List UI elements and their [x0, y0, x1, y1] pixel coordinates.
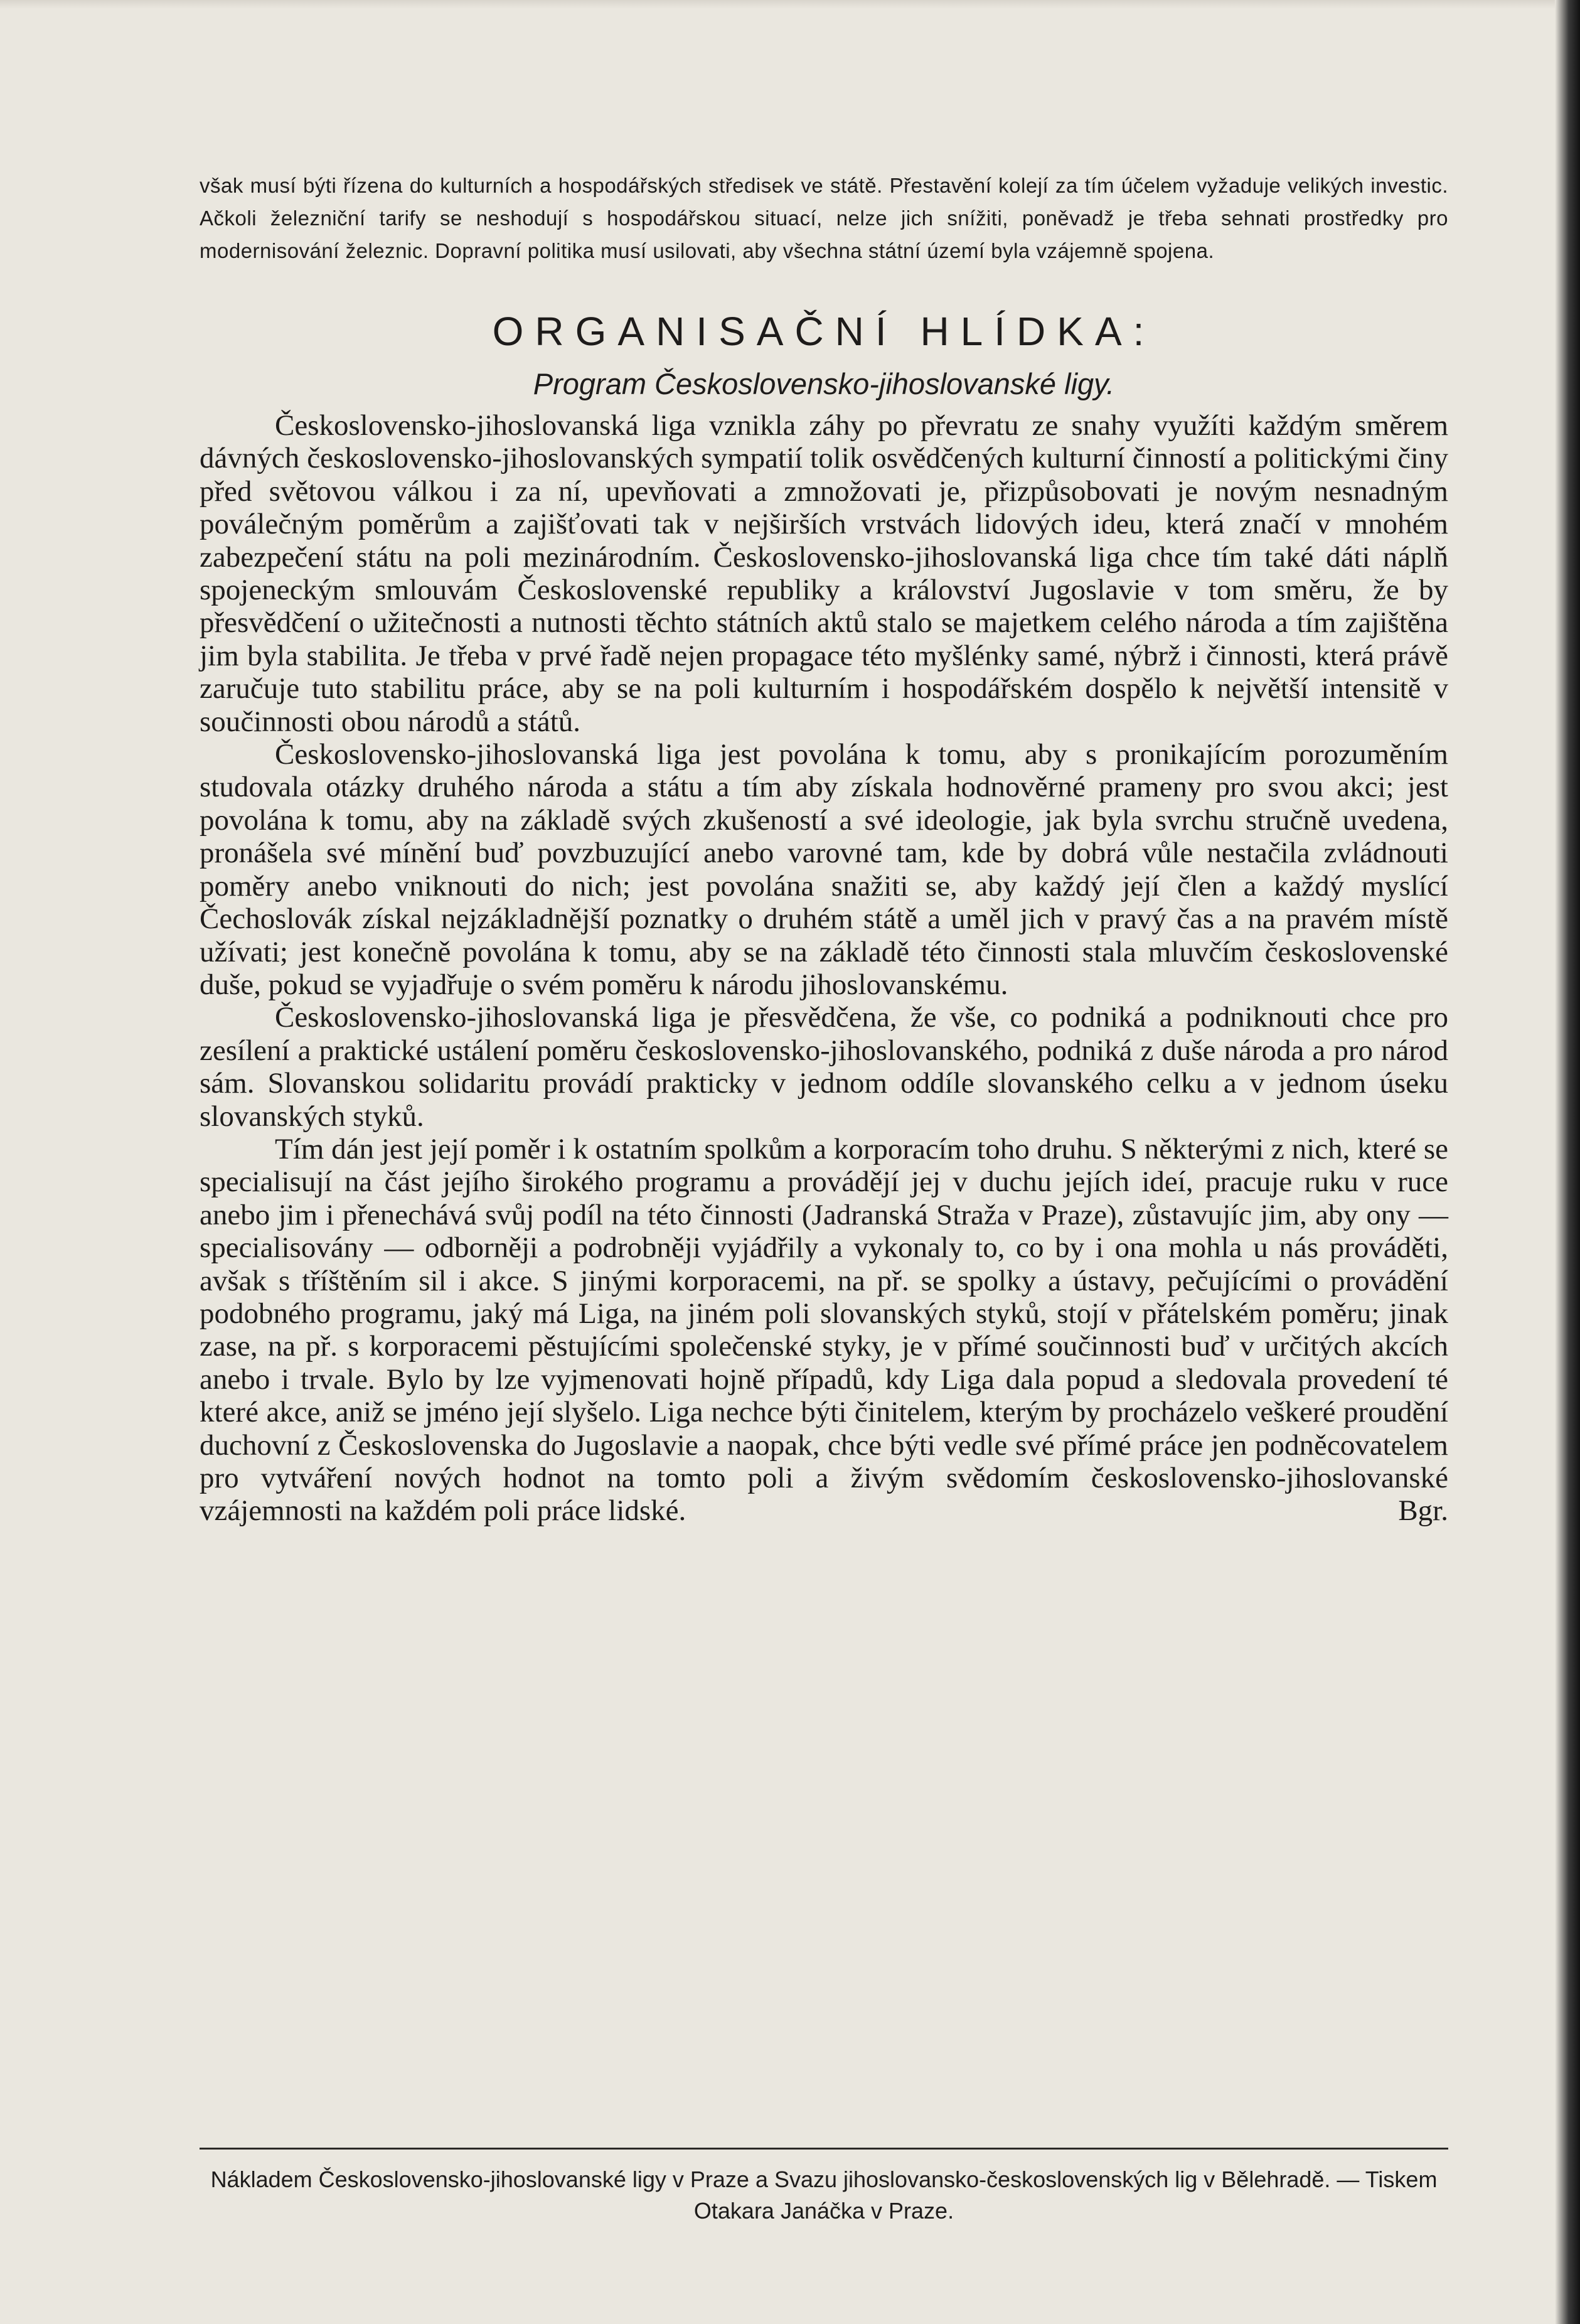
section-heading: ORGANISAČNÍ HLÍDKA: [492, 309, 1156, 354]
body-paragraph-2: Československo-jihoslovanská liga jest povolána k tomu, aby s pronikajícím porozuměním studovala otázky druhého národa a státu a tím aby získala hodnověrné prameny pro svou akci; jest povolána k tomu, aby na základě svých zkušeností a své ideologie, jak byla svrchu stručně uvedena, pronášela své mínění buď povzbuzující anebo varovné tam, kde by dobrá vůle nestačila zvládnouti poměry anebo vniknouti do nich; jest povolána snažiti se, aby každý její člen a každý myslící Čechoslovák získal nejzákladnější poznatky o druhém státě a uměl jich v pravý čas a na pravém místě užívati; jest konečně povolána k tomu, aby se na základě této činnosti stala mluvčím československé duše, pokud se vyjadřuje o svém poměru k národu jihoslovanskému. [200, 738, 1448, 1001]
scan-edge-right [1555, 0, 1580, 2324]
page-content [200, 169, 1448, 1528]
intro-paragraph: však musí býti řízena do kulturních a hospodářských středisek ve státě. Přestavění kolejí za tím účelem vyžaduje velikých investic. Ačkoli železniční tarify se neshodují s hospodářskou situací, nelze jich snížiti, poněvadž je třeba sehnati prostředky pro modernisování železnic. Dopravní politika musí usilovati, aby všechna státní území byla vzájemně spojena. [200, 174, 1448, 262]
author-signature: Bgr. [1398, 1494, 1448, 1528]
body-paragraph-4 [200, 1133, 1448, 1528]
footer-divider [200, 2148, 1448, 2150]
body-paragraph-4-text: Tím dán jest její poměr i k ostatním spolkům a korporacím toho druhu. S některými z nich, které se specialisují na část jejího širokého programu a provádějí jej v duchu jejích ideí, pracuje ruku v ruce anebo jim i přenechává svůj podíl na této činnosti (Jadranská Straža v Praze), zůstavujíc jim, aby ony — specialisovány — odborněji a podrobněji vyjádřily a vykonaly to, co by i ona mohla u nás prováděti, avšak s tříštěním sil i akce. S jinými korporacemi, na př. se spolky a ústavy, pečujícími o provádění podobného programu, jaký má Liga, na jiném poli slovanských styků, stojí v přátelském poměru; jinak zase, na př. s korporacemi pěstujícími společenské styky, je v přímé součinnosti buď v určitých akcích anebo i trvale. Bylo by lze vyjmenovati hojně případů, kdy Liga dala popud a sledovala provedení té které akce, aniž se jméno její slyšelo. Liga nechce býti činitelem, kterým by procházelo veškeré proudění duchovní z Československa do Jugoslavie a naopak, chce býti vedle své přímé práce jen podněcovatelem pro vytváření nových hodnot na tomto poli a živým svědomím československo-jihoslovanské vzájemnosti na každém poli práce lidské. [200, 1132, 1448, 1528]
section-subheading: Program Československo-jihoslovanské ligy. [533, 367, 1115, 400]
body-paragraph-3: Československo-jihoslovanská liga je přesvědčena, že vše, co podniká a podniknouti chce pro zesílení a praktické ustálení poměru československo-jihoslovanského, podniká z duše národa a pro národ sám. Slovanskou solidaritu provádí prakticky v jednom oddíle slovanského celku a v jednom úseku slovanských styků. [200, 1001, 1448, 1133]
body-paragraph-1: Československo-jihoslovanská liga vznikla záhy po převratu ze snahy využíti každým směrem dávných československo-jihoslovanských sympatií tolik osvědčených kulturní činností a politickými činy před světovou válkou i za ní, upevňovati a zmnožovati je, přizpůsobovati je novým nesnadným poválečným poměrům a zajišťovati tak v nejširších vrstvách lidových ideu, která značí v mnohém zabezpečení státu na poli mezinárodním. Československo-jihoslovanská liga chce tím také dáti náplň spojeneckým smlouvám Československé republiky a království Jugoslavie v tom směru, že by přesvědčení o užitečnosti a nutnosti těchto státních aktů stalo se majetkem celého národa a tím zajištěna jim byla stabilita. Je třeba v prvé řadě nejen propagace této myšlénky samé, nýbrž i činnosti, která právě zaručuje tuto stabilitu práce, aby se na poli kulturním i hospodářském dospělo k největší intensitě v součinnosti obou národů a států. [200, 409, 1448, 738]
scan-shadow-top [0, 0, 1580, 9]
publisher-footer: Nákladem Československo-jihoslovanské ligy v Praze a Svazu jihoslovansko-československých lig v Bělehradě. — Tiskem Otakara Janáčka v Praze. [210, 2166, 1438, 2224]
